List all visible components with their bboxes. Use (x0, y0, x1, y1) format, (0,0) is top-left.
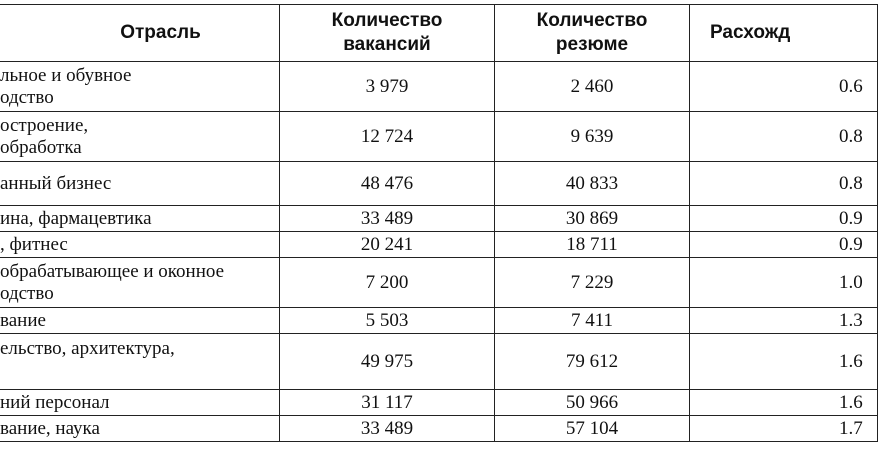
ratio-cell: 1.0 (690, 258, 878, 308)
table-row (0, 390, 878, 416)
ratio-cell: 1.7 (690, 416, 878, 442)
resumes-cell: 2 460 (495, 62, 690, 112)
resumes-cell: 57 104 (495, 416, 690, 442)
industry-cell: вание (0, 308, 280, 334)
table-row (0, 416, 878, 442)
vacancies-cell: 3 979 (280, 62, 495, 112)
vacancies-cell: 5 503 (280, 308, 495, 334)
vacancies-cell: 33 489 (280, 416, 495, 442)
vacancies-cell: 33 489 (280, 206, 495, 232)
resumes-cell: 30 869 (495, 206, 690, 232)
table-row (0, 232, 878, 258)
resumes-cell: 7 229 (495, 258, 690, 308)
ratio-cell: 0.9 (690, 206, 878, 232)
industry-cell: вание, наука (0, 416, 280, 442)
vacancies-cell: 31 117 (280, 390, 495, 416)
ratio-cell: 0.8 (690, 112, 878, 162)
industry-table (0, 4, 878, 442)
header-resumes: Количество резюме (495, 5, 690, 62)
vacancies-cell: 48 476 (280, 162, 495, 206)
industry-cell: ина, фармацевтика (0, 206, 280, 232)
industry-cell: ельство, архитектура, (0, 334, 280, 390)
ratio-cell: 0.6 (690, 62, 878, 112)
vacancies-cell: 12 724 (280, 112, 495, 162)
header-ratio: Расхожд (690, 5, 878, 62)
ratio-cell: 0.8 (690, 162, 878, 206)
ratio-cell: 1.6 (690, 334, 878, 390)
table-row (0, 162, 878, 206)
table-row (0, 206, 878, 232)
resumes-cell: 7 411 (495, 308, 690, 334)
industry-cell: анный бизнес (0, 162, 280, 206)
resumes-cell: 18 711 (495, 232, 690, 258)
industry-cell: обрабатывающее и оконное одство (0, 258, 280, 308)
ratio-cell: 1.6 (690, 390, 878, 416)
header-industry: Отрасль (0, 5, 280, 62)
industry-cell: ний персонал (0, 390, 280, 416)
table-header-row (0, 5, 878, 62)
resumes-cell: 79 612 (495, 334, 690, 390)
resumes-cell: 40 833 (495, 162, 690, 206)
vacancies-cell: 20 241 (280, 232, 495, 258)
header-vacancies: Количество вакансий (280, 5, 495, 62)
table-row (0, 62, 878, 112)
table-row (0, 308, 878, 334)
table-row (0, 112, 878, 162)
industry-cell: льное и обувное одство (0, 62, 280, 112)
resumes-cell: 50 966 (495, 390, 690, 416)
industry-cell: , фитнес (0, 232, 280, 258)
vacancies-cell: 49 975 (280, 334, 495, 390)
resumes-cell: 9 639 (495, 112, 690, 162)
ratio-cell: 1.3 (690, 308, 878, 334)
table-row (0, 258, 878, 308)
table-row (0, 334, 878, 390)
industry-cell: остроение, обработка (0, 112, 280, 162)
vacancies-cell: 7 200 (280, 258, 495, 308)
ratio-cell: 0.9 (690, 232, 878, 258)
